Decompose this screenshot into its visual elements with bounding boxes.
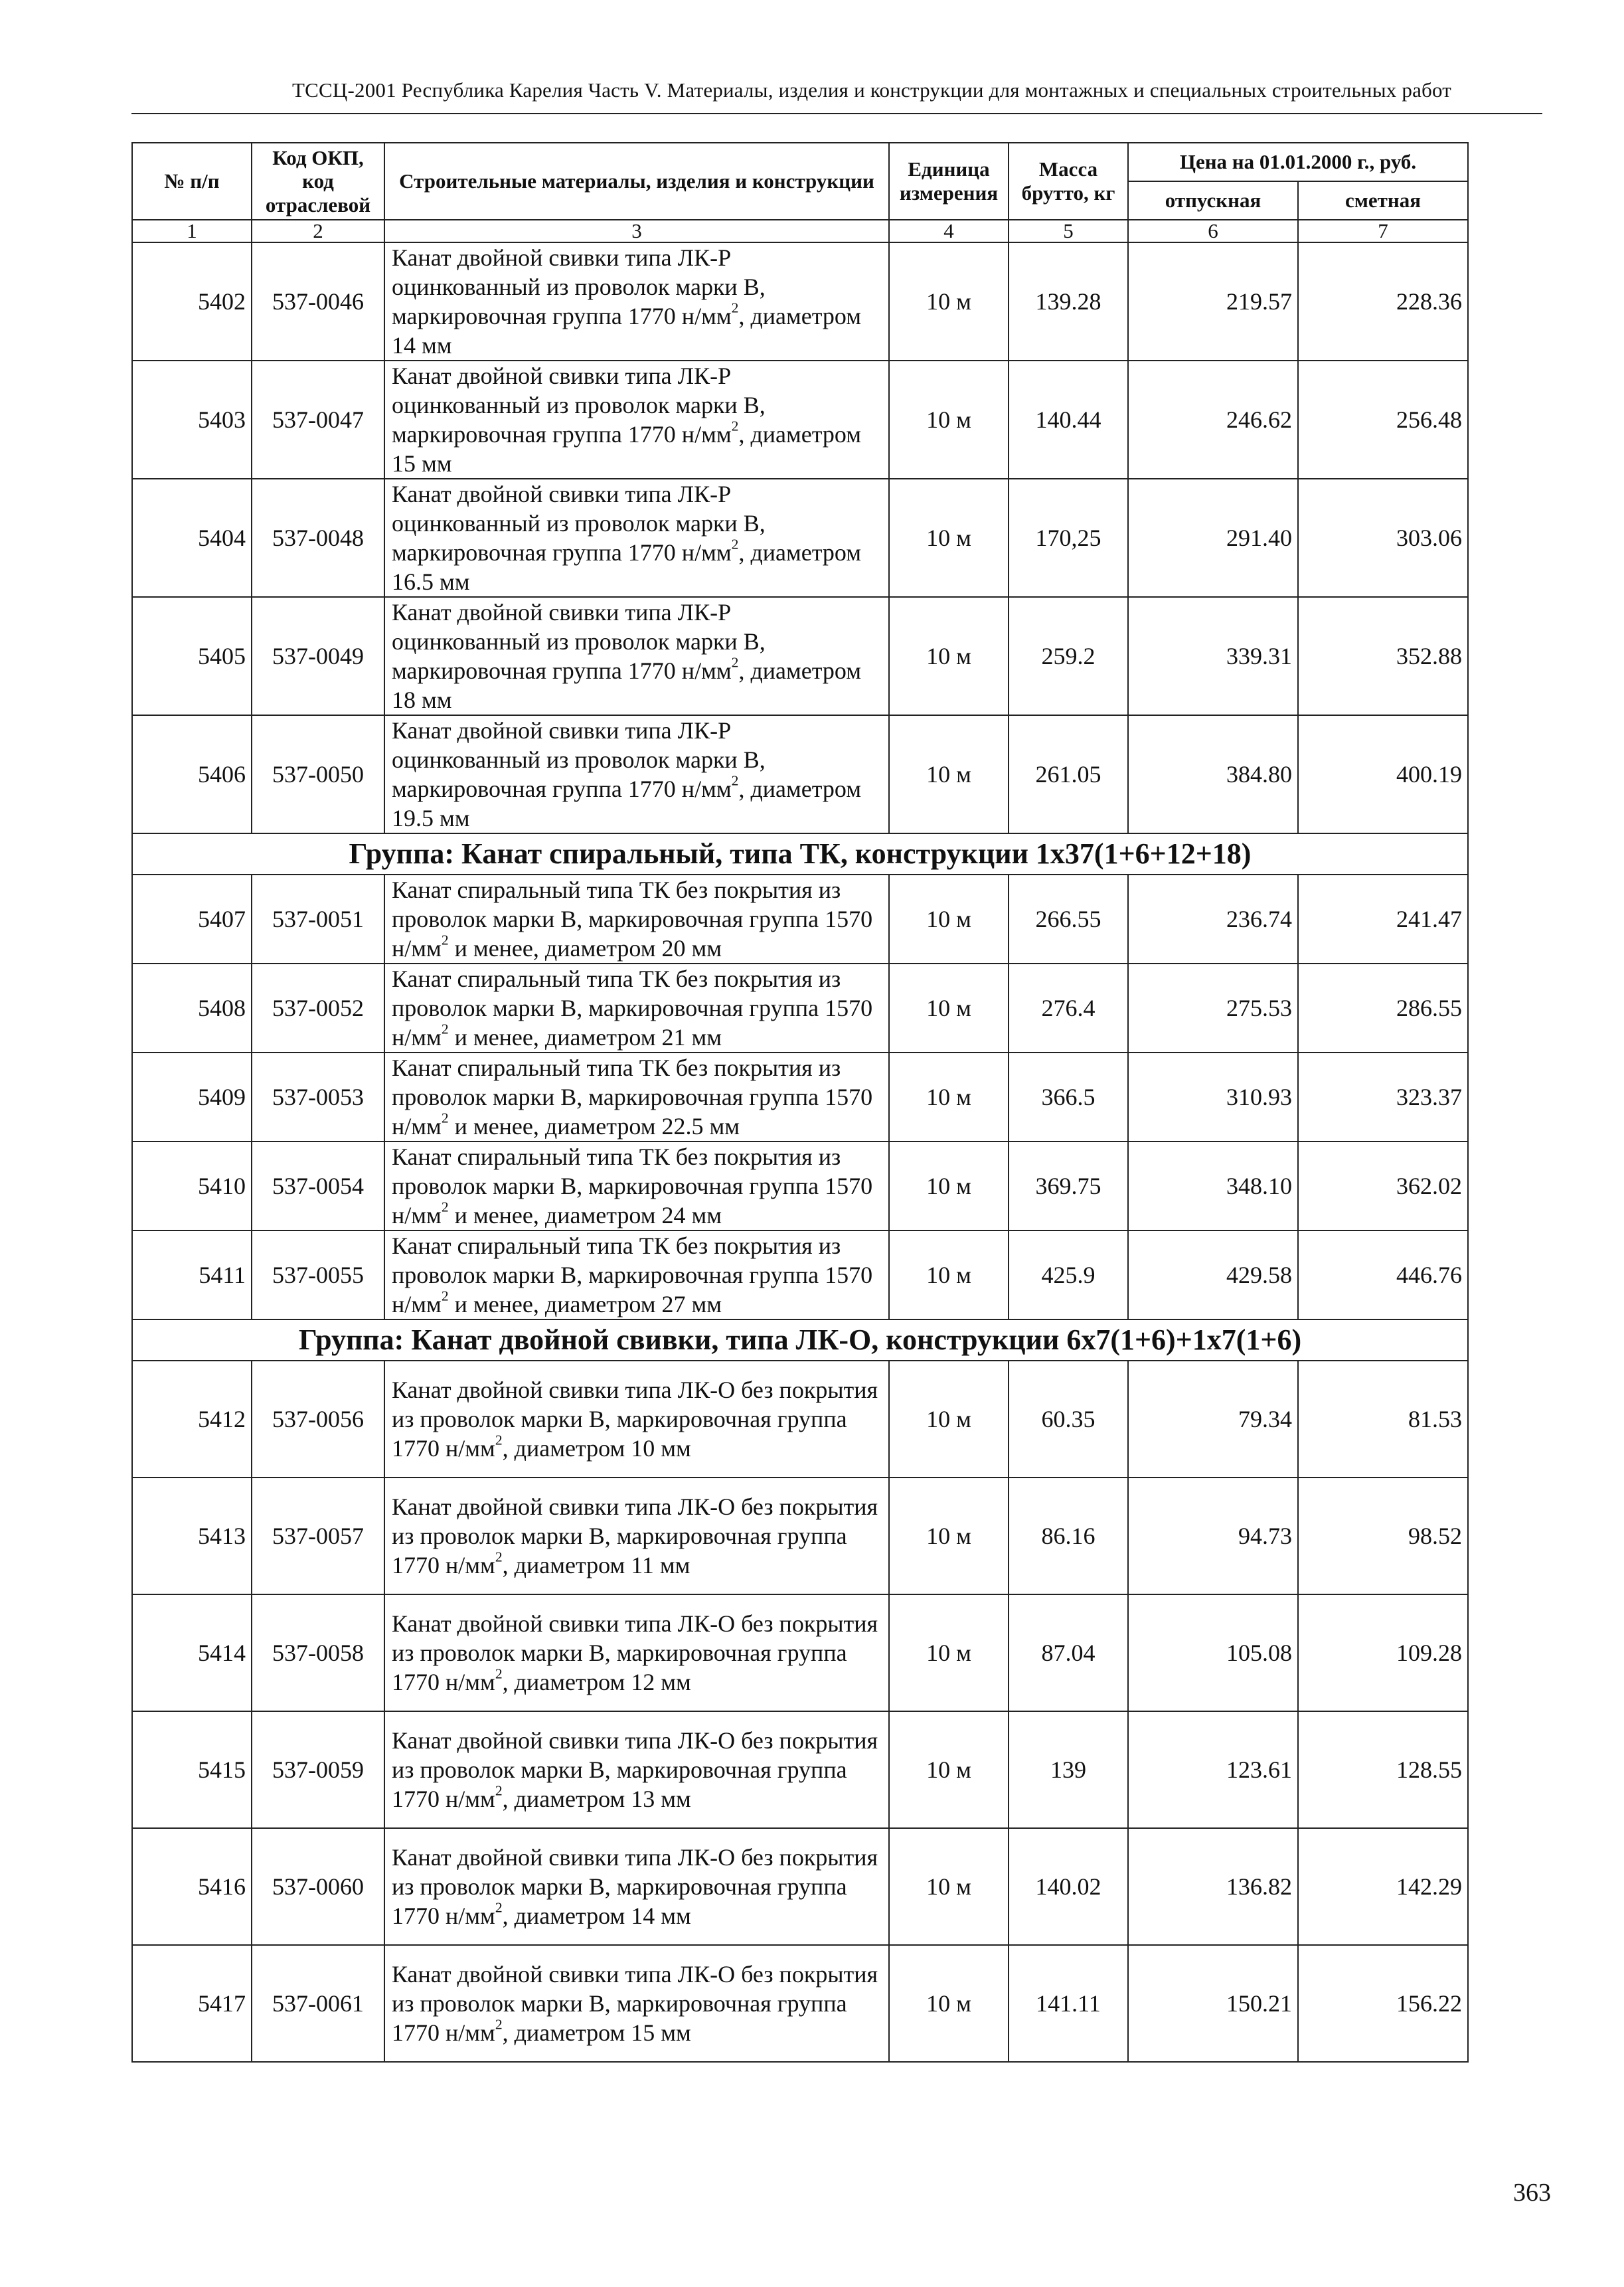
price-estimate: 228.36 xyxy=(1298,242,1468,361)
superscript-2: 2 xyxy=(495,2016,503,2033)
item-number: 5413 xyxy=(132,1478,252,1594)
price-estimate: 323.37 xyxy=(1298,1053,1468,1142)
unit: 10 м xyxy=(889,242,1009,361)
col-header-unit: Единица измерения xyxy=(889,143,1009,220)
page-header: ТССЦ-2001 Республика Карелия Часть V. Материалы, изделия и конструкции для монтажных и специальных строительных работ xyxy=(292,78,1452,102)
table-row xyxy=(132,1230,1468,1319)
superscript-2: 2 xyxy=(495,1899,503,1916)
mass: 140.02 xyxy=(1009,1828,1128,1945)
table-row xyxy=(132,715,1468,833)
description-text-tail: и менее, диаметром 27 мм xyxy=(448,1291,722,1317)
page-number: 363 xyxy=(1513,2179,1551,2207)
price-release: 150.21 xyxy=(1128,1945,1298,2062)
item-number: 5403 xyxy=(132,361,252,479)
table-row xyxy=(132,597,1468,715)
unit: 10 м xyxy=(889,1828,1009,1945)
price-estimate: 241.47 xyxy=(1298,875,1468,964)
item-description xyxy=(384,964,889,1053)
table-row xyxy=(132,361,1468,479)
superscript-2: 2 xyxy=(495,1432,503,1448)
description-text-tail: , диаметром 10 мм xyxy=(502,1435,691,1462)
description-text-tail: , диаметром 15 мм xyxy=(502,2019,691,2046)
okp-code: 537-0048 xyxy=(252,479,384,597)
unit: 10 м xyxy=(889,1142,1009,1230)
unit: 10 м xyxy=(889,1594,1009,1711)
mass: 369.75 xyxy=(1009,1142,1128,1230)
superscript-2: 2 xyxy=(441,1199,449,1215)
description-text-tail: , диаметром 14 мм xyxy=(502,1903,691,1929)
price-release: 219.57 xyxy=(1128,242,1298,361)
superscript-2: 2 xyxy=(731,772,739,789)
price-estimate: 286.55 xyxy=(1298,964,1468,1053)
col-header-price-release: отпускная xyxy=(1128,181,1298,220)
description-text: Канат двойной свивки типа ЛК-О без покрытия из проволок марки В, маркировочная группа 1770 н/мм xyxy=(392,1844,878,1929)
description-text: Канат спиральный типа ТК без покрытия из проволок марки В, маркировочная группа 1570 н/мм xyxy=(392,877,873,962)
okp-code: 537-0051 xyxy=(252,875,384,964)
price-release: 246.62 xyxy=(1128,361,1298,479)
table-body xyxy=(132,242,1468,2062)
unit: 10 м xyxy=(889,1361,1009,1478)
item-description xyxy=(384,1478,889,1594)
okp-code: 537-0057 xyxy=(252,1478,384,1594)
mass: 86.16 xyxy=(1009,1478,1128,1594)
table-row xyxy=(132,1361,1468,1478)
unit: 10 м xyxy=(889,1711,1009,1828)
superscript-2: 2 xyxy=(441,1110,449,1126)
description-text-tail: , диаметром 16.5 мм xyxy=(392,539,862,595)
table-row xyxy=(132,1478,1468,1594)
description-text: Канат двойной свивки типа ЛК-Р оцинкованный из проволок марки В, маркировочная группа 1770 н/мм xyxy=(392,599,766,684)
mass: 139 xyxy=(1009,1711,1128,1828)
item-number: 5416 xyxy=(132,1828,252,1945)
superscript-2: 2 xyxy=(441,1021,449,1037)
unit: 10 м xyxy=(889,1053,1009,1142)
okp-code: 537-0047 xyxy=(252,361,384,479)
table-row xyxy=(132,1711,1468,1828)
superscript-2: 2 xyxy=(731,654,739,671)
price-release: 94.73 xyxy=(1128,1478,1298,1594)
item-description xyxy=(384,479,889,597)
column-number: 1 xyxy=(132,220,252,242)
item-number: 5402 xyxy=(132,242,252,361)
column-number: 7 xyxy=(1298,220,1468,242)
description-text-tail: и менее, диаметром 20 мм xyxy=(448,935,722,962)
price-estimate: 109.28 xyxy=(1298,1594,1468,1711)
column-number: 6 xyxy=(1128,220,1298,242)
mass: 141.11 xyxy=(1009,1945,1128,2062)
item-description xyxy=(384,1945,889,2062)
description-text: Канат спиральный типа ТК без покрытия из проволок марки В, маркировочная группа 1570 н/мм xyxy=(392,1232,873,1317)
description-text-tail: и менее, диаметром 22.5 мм xyxy=(448,1113,740,1140)
unit: 10 м xyxy=(889,361,1009,479)
price-release: 291.40 xyxy=(1128,479,1298,597)
unit: 10 м xyxy=(889,1945,1009,2062)
table-row xyxy=(132,1594,1468,1711)
price-release: 123.61 xyxy=(1128,1711,1298,1828)
item-number: 5417 xyxy=(132,1945,252,2062)
description-text: Канат двойной свивки типа ЛК-Р оцинкованный из проволок марки В, маркировочная группа 1770 н/мм xyxy=(392,244,766,329)
mass: 366.5 xyxy=(1009,1053,1128,1142)
item-number: 5404 xyxy=(132,479,252,597)
unit: 10 м xyxy=(889,715,1009,833)
okp-code: 537-0060 xyxy=(252,1828,384,1945)
col-header-num: № п/п xyxy=(132,143,252,220)
description-text: Канат двойной свивки типа ЛК-О без покрытия из проволок марки В, маркировочная группа 1770 н/мм xyxy=(392,1961,878,2046)
price-estimate: 98.52 xyxy=(1298,1478,1468,1594)
price-release: 339.31 xyxy=(1128,597,1298,715)
item-number: 5405 xyxy=(132,597,252,715)
unit: 10 м xyxy=(889,479,1009,597)
item-description xyxy=(384,1230,889,1319)
mass: 60.35 xyxy=(1009,1361,1128,1478)
description-text: Канат двойной свивки типа ЛК-О без покрытия из проволок марки В, маркировочная группа 1770 н/мм xyxy=(392,1610,878,1695)
description-text-tail: , диаметром 13 мм xyxy=(502,1786,691,1812)
column-number: 4 xyxy=(889,220,1009,242)
okp-code: 537-0049 xyxy=(252,597,384,715)
item-number: 5407 xyxy=(132,875,252,964)
table-row xyxy=(132,875,1468,964)
mass: 170,25 xyxy=(1009,479,1128,597)
group-row xyxy=(132,1319,1468,1361)
price-estimate: 128.55 xyxy=(1298,1711,1468,1828)
column-number: 3 xyxy=(384,220,889,242)
superscript-2: 2 xyxy=(495,1665,503,1682)
item-number: 5409 xyxy=(132,1053,252,1142)
superscript-2: 2 xyxy=(731,299,739,316)
item-number: 5410 xyxy=(132,1142,252,1230)
item-description xyxy=(384,1711,889,1828)
table-row xyxy=(132,1828,1468,1945)
mass: 425.9 xyxy=(1009,1230,1128,1319)
item-description xyxy=(384,361,889,479)
description-text: Канат двойной свивки типа ЛК-Р оцинкованный из проволок марки В, маркировочная группа 1770 н/мм xyxy=(392,363,766,448)
unit: 10 м xyxy=(889,875,1009,964)
mass: 261.05 xyxy=(1009,715,1128,833)
mass: 139.28 xyxy=(1009,242,1128,361)
description-text: Канат двойной свивки типа ЛК-Р оцинкованный из проволок марки В, маркировочная группа 1770 н/мм xyxy=(392,481,766,566)
item-description xyxy=(384,875,889,964)
description-text: Канат спиральный типа ТК без покрытия из проволок марки В, маркировочная группа 1570 н/мм xyxy=(392,966,873,1051)
unit: 10 м xyxy=(889,1478,1009,1594)
column-numbers-row xyxy=(132,220,1468,242)
unit: 10 м xyxy=(889,597,1009,715)
okp-code: 537-0059 xyxy=(252,1711,384,1828)
price-release: 275.53 xyxy=(1128,964,1298,1053)
column-number: 2 xyxy=(252,220,384,242)
okp-code: 537-0046 xyxy=(252,242,384,361)
description-text-tail: , диаметром 15 мм xyxy=(392,421,862,477)
price-release: 236.74 xyxy=(1128,875,1298,964)
description-text-tail: , диаметром 12 мм xyxy=(502,1669,691,1695)
table-row xyxy=(132,1142,1468,1230)
item-description xyxy=(384,242,889,361)
item-description xyxy=(384,1361,889,1478)
price-release: 105.08 xyxy=(1128,1594,1298,1711)
group-row xyxy=(132,833,1468,875)
superscript-2: 2 xyxy=(731,536,739,552)
description-text-tail: и менее, диаметром 24 мм xyxy=(448,1202,722,1228)
price-estimate: 352.88 xyxy=(1298,597,1468,715)
superscript-2: 2 xyxy=(731,418,739,434)
price-estimate: 81.53 xyxy=(1298,1361,1468,1478)
description-text-tail: , диаметром 11 мм xyxy=(502,1552,690,1578)
table-row xyxy=(132,1945,1468,2062)
item-description xyxy=(384,597,889,715)
mass: 140.44 xyxy=(1009,361,1128,479)
price-release: 429.58 xyxy=(1128,1230,1298,1319)
price-release: 384.80 xyxy=(1128,715,1298,833)
okp-code: 537-0058 xyxy=(252,1594,384,1711)
mass: 259.2 xyxy=(1009,597,1128,715)
col-header-mass: Масса брутто, кг xyxy=(1009,143,1128,220)
description-text: Канат двойной свивки типа ЛК-О без покрытия из проволок марки В, маркировочная группа 1770 н/мм xyxy=(392,1727,878,1812)
price-estimate: 446.76 xyxy=(1298,1230,1468,1319)
price-estimate: 362.02 xyxy=(1298,1142,1468,1230)
price-release: 136.82 xyxy=(1128,1828,1298,1945)
okp-code: 537-0061 xyxy=(252,1945,384,2062)
description-text: Канат спиральный типа ТК без покрытия из проволок марки В, маркировочная группа 1570 н/мм xyxy=(392,1055,873,1140)
price-estimate: 256.48 xyxy=(1298,361,1468,479)
item-number: 5408 xyxy=(132,964,252,1053)
price-estimate: 142.29 xyxy=(1298,1828,1468,1945)
item-description xyxy=(384,1142,889,1230)
description-text: Канат спиральный типа ТК без покрытия из проволок марки В, маркировочная группа 1570 н/мм xyxy=(392,1144,873,1228)
col-header-price-estimate: сметная xyxy=(1298,181,1468,220)
group-label: Группа: Канат двойной свивки, типа ЛК-О, конструкции 6х7(1+6)+1х7(1+6) xyxy=(132,1319,1468,1361)
description-text-tail: , диаметром 14 мм xyxy=(392,303,862,359)
superscript-2: 2 xyxy=(495,1549,503,1565)
item-description xyxy=(384,1053,889,1142)
price-estimate: 303.06 xyxy=(1298,479,1468,597)
price-release: 310.93 xyxy=(1128,1053,1298,1142)
item-description xyxy=(384,1828,889,1945)
item-number: 5406 xyxy=(132,715,252,833)
column-number: 5 xyxy=(1009,220,1128,242)
table-row xyxy=(132,964,1468,1053)
okp-code: 537-0055 xyxy=(252,1230,384,1319)
description-text: Канат двойной свивки типа ЛК-О без покрытия из проволок марки В, маркировочная группа 1770 н/мм xyxy=(392,1377,878,1462)
mass: 87.04 xyxy=(1009,1594,1128,1711)
superscript-2: 2 xyxy=(495,1782,503,1799)
okp-code: 537-0056 xyxy=(252,1361,384,1478)
mass: 266.55 xyxy=(1009,875,1128,964)
item-description xyxy=(384,715,889,833)
item-number: 5411 xyxy=(132,1230,252,1319)
description-text-tail: , диаметром 18 мм xyxy=(392,657,862,713)
header-rule xyxy=(131,113,1542,114)
mass: 276.4 xyxy=(1009,964,1128,1053)
price-release: 348.10 xyxy=(1128,1142,1298,1230)
description-text-tail: и менее, диаметром 21 мм xyxy=(448,1024,722,1051)
okp-code: 537-0050 xyxy=(252,715,384,833)
superscript-2: 2 xyxy=(441,932,449,948)
price-estimate: 156.22 xyxy=(1298,1945,1468,2062)
description-text: Канат двойной свивки типа ЛК-Р оцинкованный из проволок марки В, маркировочная группа 1770 н/мм xyxy=(392,717,766,802)
unit: 10 м xyxy=(889,964,1009,1053)
item-number: 5414 xyxy=(132,1594,252,1711)
price-release: 79.34 xyxy=(1128,1361,1298,1478)
item-description xyxy=(384,1594,889,1711)
group-label: Группа: Канат спиральный, типа ТК, конструкции 1х37(1+6+12+18) xyxy=(132,833,1468,875)
description-text-tail: , диаметром 19.5 мм xyxy=(392,776,862,831)
okp-code: 537-0052 xyxy=(252,964,384,1053)
table-row xyxy=(132,1053,1468,1142)
table-row xyxy=(132,242,1468,361)
col-header-okp: Код ОКП, код отраслевой xyxy=(252,143,384,220)
superscript-2: 2 xyxy=(441,1288,449,1304)
unit: 10 м xyxy=(889,1230,1009,1319)
item-number: 5412 xyxy=(132,1361,252,1478)
price-table xyxy=(131,142,1469,2063)
col-header-price: Цена на 01.01.2000 г., руб. xyxy=(1128,143,1468,181)
okp-code: 537-0053 xyxy=(252,1053,384,1142)
col-header-name: Строительные материалы, изделия и конструкции xyxy=(384,143,889,220)
okp-code: 537-0054 xyxy=(252,1142,384,1230)
table-row xyxy=(132,479,1468,597)
description-text: Канат двойной свивки типа ЛК-О без покрытия из проволок марки В, маркировочная группа 1770 н/мм xyxy=(392,1493,878,1578)
price-estimate: 400.19 xyxy=(1298,715,1468,833)
item-number: 5415 xyxy=(132,1711,252,1828)
